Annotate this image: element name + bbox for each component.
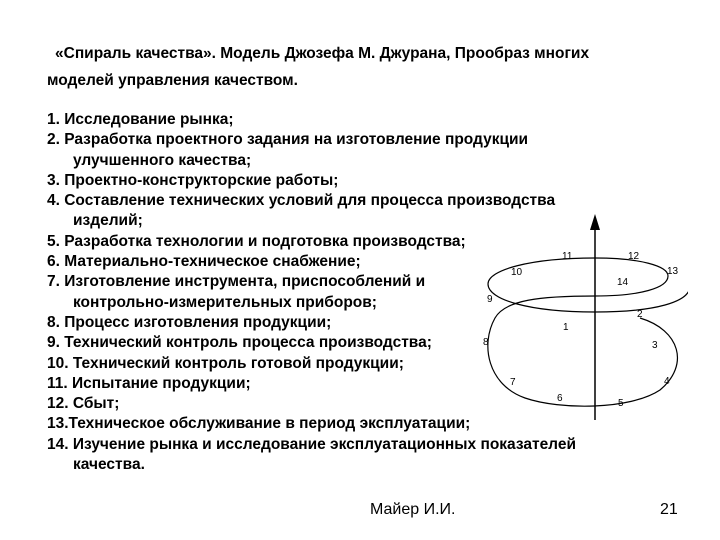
item-text: 11. Испытание продукции; <box>47 374 251 392</box>
list-item <box>47 171 687 191</box>
axis-arrow-icon <box>590 214 600 230</box>
stage-label-11: 11 <box>562 251 573 262</box>
stage-label-8: 8 <box>483 337 489 348</box>
item-text: 5. Разработка технологии и подготовка производства; <box>47 232 466 250</box>
list-item <box>47 110 687 130</box>
stage-label-12: 12 <box>628 251 640 262</box>
item-text: 13.Техническое обслуживание в период эксплуатации; <box>47 415 471 433</box>
stage-label-10: 10 <box>511 267 523 278</box>
stage-label-7: 7 <box>510 377 516 388</box>
item-continuation: контрольно-измерительных приборов; <box>73 293 377 311</box>
list-item <box>47 130 687 171</box>
stage-label-6: 6 <box>557 393 563 404</box>
item-text: 9. Технический контроль процесса производства; <box>47 334 432 352</box>
title-line-1: «Спираль качества». Модель Джозефа М. Джурана, Прообраз многих <box>55 45 590 62</box>
item-continuation: улучшенного качества; <box>73 151 252 169</box>
item-text: 2. Разработка проектного задания на изготовление продукции <box>47 131 529 149</box>
page-number: 21 <box>660 501 678 518</box>
title-line-2: моделей управления качеством. <box>47 72 298 89</box>
item-text: 12. Сбыт; <box>47 395 120 413</box>
stage-label-3: 3 <box>652 340 658 351</box>
stage-label-14: 14 <box>617 277 629 288</box>
item-text: 10. Технический контроль готовой продукции; <box>47 354 404 372</box>
stage-label-9: 9 <box>487 294 493 305</box>
item-text: 1. Исследование рынка; <box>47 111 234 128</box>
item-text: 6. Материально-техническое снабжение; <box>47 253 361 271</box>
stage-label-1: 1 <box>563 322 569 333</box>
list-item <box>47 435 687 476</box>
stage-label-2: 2 <box>637 309 643 320</box>
item-text: 3. Проектно-конструкторские работы; <box>47 171 339 189</box>
footer-author: Майер И.И. <box>370 501 456 518</box>
item-text: 8. Процесс изготовления продукции; <box>47 313 332 331</box>
slide-title <box>47 40 687 94</box>
item-text: 14. Изучение рынка и исследование эксплуатационных показателей <box>47 435 576 453</box>
stage-label-13: 13 <box>667 266 679 277</box>
item-continuation: качества. <box>73 456 145 474</box>
stage-label-5: 5 <box>618 398 624 409</box>
stage-label-4: 4 <box>664 376 670 387</box>
item-text: 4. Составление технических условий для процесса производства <box>47 192 556 210</box>
quality-spiral-diagram <box>478 212 688 424</box>
spiral-lower-loop <box>488 258 678 406</box>
item-text: 7. Изготовление инструмента, приспособлений и <box>47 273 426 291</box>
item-continuation: изделий; <box>73 212 143 230</box>
